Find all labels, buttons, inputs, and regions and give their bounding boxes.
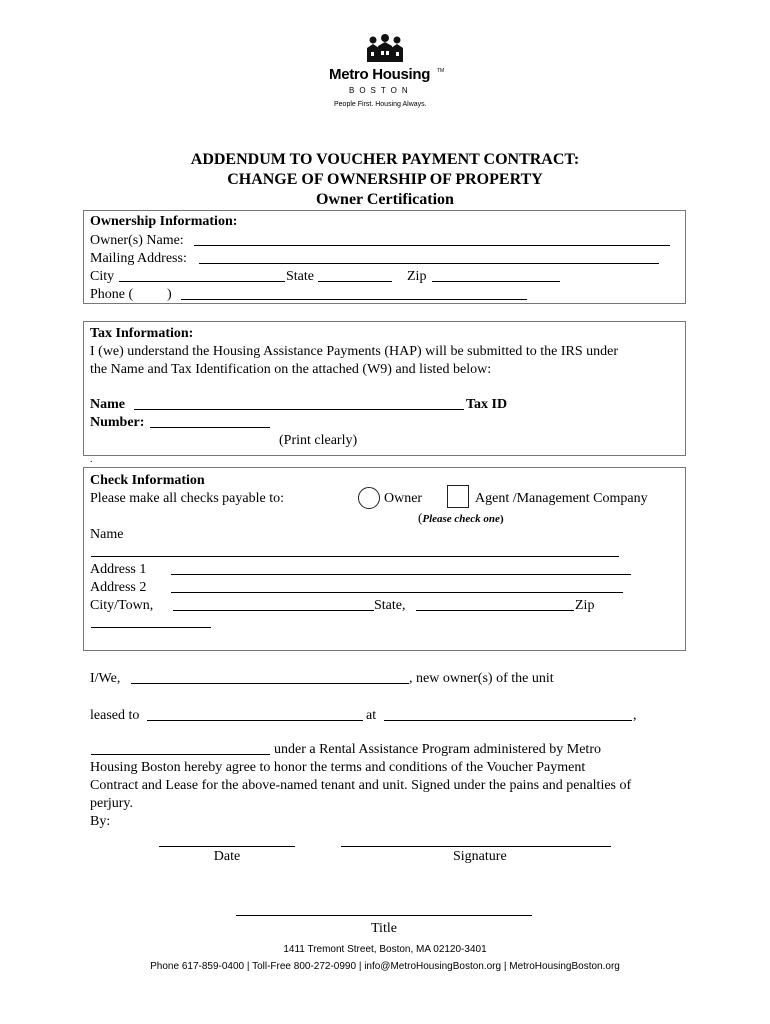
owner-city-label: City (90, 269, 115, 284)
iwe-label: I/We, (90, 671, 121, 686)
print-clearly-note: (Print clearly) (279, 433, 358, 448)
footer-address: 1411 Tremont Street, Boston, MA 02120-3401 (283, 944, 487, 955)
address1-field[interactable] (171, 574, 631, 575)
tax-number-label: Number: (90, 415, 145, 430)
program-name-field[interactable] (91, 754, 270, 755)
address-comma: , (633, 708, 637, 723)
mailing-address-label: Mailing Address: (90, 251, 187, 266)
owner-radio[interactable] (358, 487, 380, 509)
date-label: Date (213, 849, 241, 864)
program-text-line2: Housing Boston hereby agree to honor the terms and conditions of the Voucher Payment (90, 760, 586, 775)
owner-zip-field[interactable] (432, 281, 560, 282)
footer-contact: Phone 617-859-0400 | Toll-Free 800-272-0990 | info@MetroHousingBoston.org | MetroHousingBoston.org (150, 961, 620, 972)
tenant-name-field[interactable] (147, 720, 363, 721)
payee-city-field[interactable] (173, 610, 374, 611)
ownership-heading: Ownership Information: (90, 214, 238, 229)
phone-field[interactable] (181, 299, 527, 300)
leased-to-label: leased to (90, 708, 140, 723)
phone-label: Phone ( (90, 287, 134, 302)
title-field[interactable] (236, 915, 532, 916)
document-title-line1: ADDENDUM TO VOUCHER PAYMENT CONTRACT: (190, 151, 580, 168)
payee-state-label: State, (374, 598, 406, 613)
logo-brand-name: Metro Housing (329, 66, 431, 83)
program-text-line1: under a Rental Assistance Program administered by Metro (274, 742, 601, 757)
payee-name-label: Name (90, 527, 124, 542)
check-note: (Please check one) (418, 510, 504, 525)
by-label: By: (90, 814, 111, 829)
tax-body-line1: I (we) understand the Housing Assistance Payments (HAP) will be submitted to the IRS under (90, 344, 619, 359)
mailing-address-field[interactable] (199, 263, 659, 264)
logo-people-icon (364, 34, 406, 64)
date-field[interactable] (159, 846, 295, 847)
tax-id-label: Tax ID (466, 397, 508, 412)
payee-state-field[interactable] (416, 610, 574, 611)
tax-body-line2: the Name and Tax Identification on the attached (W9) and listed below: (90, 362, 492, 377)
tax-name-label: Name (90, 397, 125, 412)
document-subtitle: Owner Certification (316, 191, 454, 208)
logo-city: BOSTON (349, 86, 413, 95)
owner-name-label: Owner(s) Name: (90, 233, 184, 248)
payee-name-field[interactable] (91, 556, 619, 557)
new-owner-name-field[interactable] (131, 683, 409, 684)
signature-field[interactable] (341, 846, 611, 847)
logo-trademark: TM (437, 68, 445, 74)
tax-number-field[interactable] (150, 427, 270, 428)
owner-zip-label: Zip (407, 269, 427, 284)
logo-tagline: People First. Housing Always. (334, 101, 427, 108)
owner-city-field[interactable] (119, 281, 285, 282)
agent-checkbox[interactable] (447, 485, 469, 508)
signature-label: Signature (453, 849, 507, 864)
owner-state-field[interactable] (318, 281, 392, 282)
check-heading: Check Information (90, 473, 205, 488)
document-title-line2: CHANGE OF OWNERSHIP OF PROPERTY (227, 171, 543, 188)
phone-paren-close: ) (167, 287, 172, 302)
payable-label: Please make all checks payable to: (90, 491, 284, 506)
address2-label: Address 2 (90, 580, 147, 595)
at-label: at (366, 708, 377, 723)
tax-heading: Tax Information: (90, 326, 194, 341)
payee-city-label: City/Town, (90, 598, 154, 613)
new-owner-text: , new owner(s) of the unit (409, 671, 554, 686)
owner-state-label: State (286, 269, 314, 284)
payee-zip-field[interactable] (91, 627, 211, 628)
owner-option-label: Owner (384, 491, 423, 506)
title-label: Title (371, 921, 397, 936)
unit-address-field[interactable] (384, 720, 632, 721)
stray-dot: . (90, 454, 93, 465)
tax-name-field[interactable] (134, 409, 464, 410)
payee-zip-label: Zip (575, 598, 595, 613)
program-text-line3: Contract and Lease for the above-named tenant and unit. Signed under the pains and penalties of (90, 778, 632, 793)
address1-label: Address 1 (90, 562, 147, 577)
program-text-line4: perjury. (90, 796, 134, 811)
agent-option-label: Agent /Management Company (475, 491, 648, 506)
owner-name-field[interactable] (194, 245, 670, 246)
address2-field[interactable] (171, 592, 623, 593)
